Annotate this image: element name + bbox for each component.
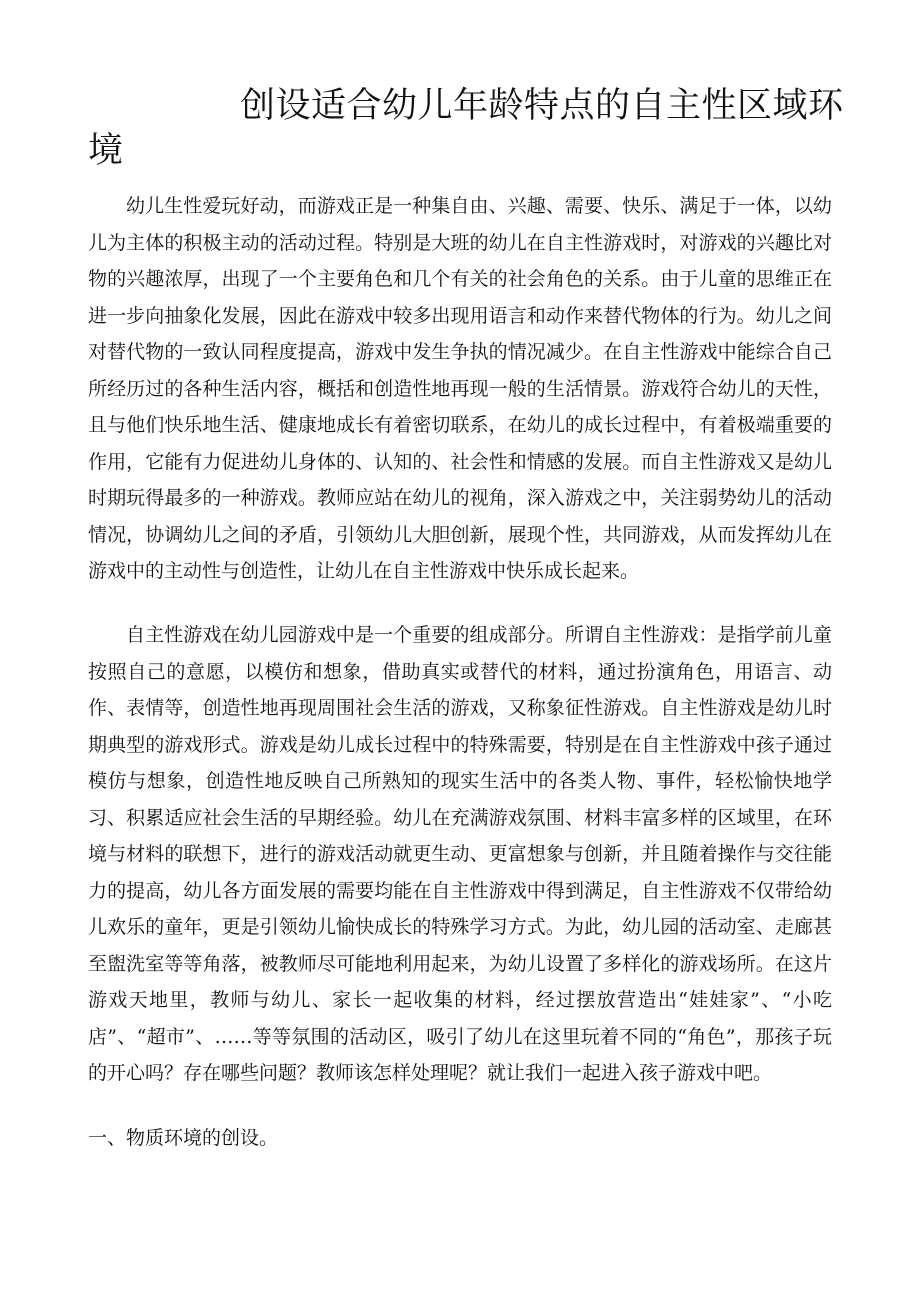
document-title: 创设适合幼儿年龄特点的自主性区域环境 [88,86,844,171]
body-paragraph: 自主性游戏在幼儿园游戏中是一个重要的组成部分。所谓自主性游戏：是指学前儿童按照自己的意愿，以模仿和想象，借助真实或替代的材料，通过扮演角色，用语言、动作、表情等，创造性地再现周围社会生活的游戏，又称象征性游戏。自主性游戏是幼儿时期典型的游戏形式。游戏是幼儿成长过程中的特殊需要，特别是在自主性游戏中孩子通过模仿与想象，创造性地反映自己所熟知的现实生活中的各类人物、事件，轻松愉快地学习、积累适应社会生活的早期经验。幼儿在充满游戏氛围、材料丰富多样的区域里，在环境与材料的联想下，进行的游戏活动就更生动、更富想象与创新，并且随着操作与交往能力的提高，幼儿各方面发展的需要均能在自主性游戏中得到满足，自主性游戏不仅带给幼儿欢乐的童年，更是引领幼儿愉快成长的特殊学习方式。为此，幼儿园的活动室、走廊甚至盥洗室等等角落，被教师尽可能地利用起来，为幼儿设置了多样化的游戏场所。在这片游戏天地里，教师与幼儿、家长一起收集的材料，经过摆放营造出“娃娃家”、“小吃店”、“超市”、……等等氛围的活动区，吸引了幼儿在这里玩着不同的“角色”，那孩子玩的开心吗？存在哪些问题？教师该怎样处理呢？就让我们一起进入孩子游戏中吧。 [88,624,832,1084]
section-heading: 一、物质环境的创设。 [88,1127,279,1149]
body-paragraph: 幼儿生性爱玩好动，而游戏正是一种集自由、兴趣、需要、快乐、满足于一体，以幼儿为主体的积极主动的活动过程。特别是大班的幼儿在自主性游戏时，对游戏的兴趣比对物的兴趣浓厚，出现了一个主要角色和几个有关的社会角色的关系。由于儿童的思维正在进一步向抽象化发展，因此在游戏中较多出现用语言和动作来替代物体的行为。幼儿之间对替代物的一致认同程度提高，游戏中发生争执的情况减少。在自主性游戏中能综合自己所经历过的各种生活内容，概括和创造性地再现一般的生活情景。游戏符合幼儿的天性，且与他们快乐地生活、健康地成长有着密切联系，在幼儿的成长过程中，有着极端重要的作用，它能有力促进幼儿身体的、认知的、社会性和情感的发展。而自主性游戏又是幼儿时期玩得最多的一种游戏。教师应站在幼儿的视角，深入游戏之中，关注弱势幼儿的活动情况，协调幼儿之间的矛盾，引领幼儿大胆创新，展现个性，共同游戏，从而发挥幼儿在游戏中的主动性与创造性，让幼儿在自主性游戏中快乐成长起来。 [88,195,832,582]
